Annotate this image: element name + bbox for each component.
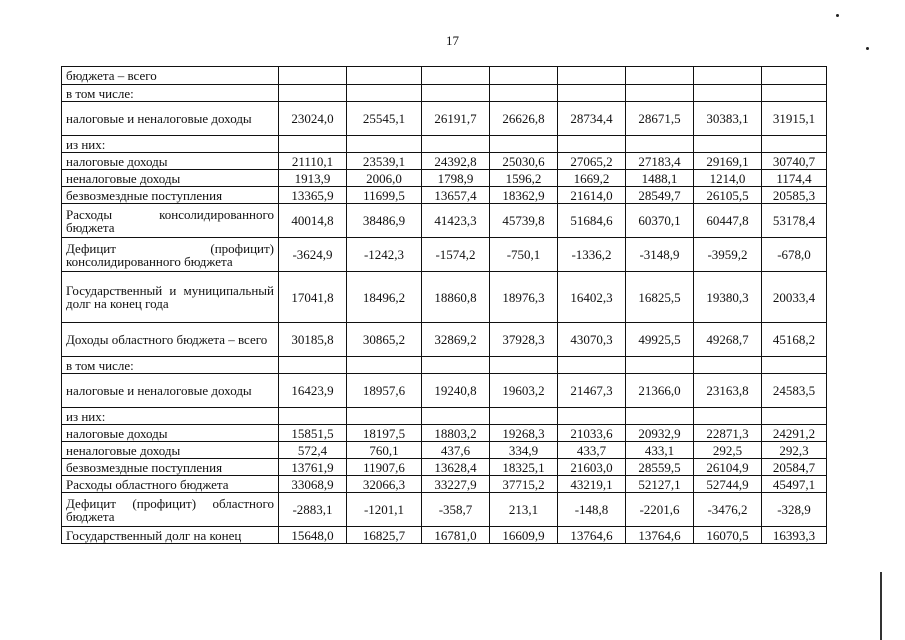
value-cell: 433,1	[626, 442, 694, 459]
value-cell: 16423,9	[279, 374, 347, 408]
row-label: Расходы консолидированного бюджета	[62, 204, 279, 238]
value-cell: 18362,9	[490, 187, 558, 204]
value-cell: 23539,1	[347, 153, 422, 170]
value-cell	[694, 408, 762, 425]
value-cell	[490, 136, 558, 153]
value-cell: 11907,6	[347, 459, 422, 476]
value-cell	[279, 136, 347, 153]
table-row	[62, 67, 827, 85]
value-cell	[558, 85, 626, 102]
value-cell	[490, 408, 558, 425]
value-cell: 20033,4	[762, 272, 827, 323]
value-cell: 16781,0	[422, 527, 490, 544]
value-cell	[347, 85, 422, 102]
row-label: Дефицит (профицит) областного бюджета	[62, 493, 279, 527]
value-cell: 13628,4	[422, 459, 490, 476]
value-cell: 20584,7	[762, 459, 827, 476]
value-cell	[558, 67, 626, 85]
row-label: Дефицит (профицит) консолидированного бюджета	[62, 238, 279, 272]
value-cell: 23163,8	[694, 374, 762, 408]
value-cell: 1798,9	[422, 170, 490, 187]
value-cell	[694, 357, 762, 374]
value-cell	[422, 357, 490, 374]
value-cell: 18957,6	[347, 374, 422, 408]
value-cell: 24583,5	[762, 374, 827, 408]
value-cell	[626, 85, 694, 102]
value-cell: -148,8	[558, 493, 626, 527]
value-cell: 30383,1	[694, 102, 762, 136]
value-cell: 292,3	[762, 442, 827, 459]
row-label: из них:	[62, 408, 279, 425]
budget-table-body	[62, 67, 827, 544]
value-cell: 18325,1	[490, 459, 558, 476]
row-label: Государственный долг на конец	[62, 527, 279, 544]
value-cell: 53178,4	[762, 204, 827, 238]
value-cell: 38486,9	[347, 204, 422, 238]
scan-speck	[866, 47, 869, 50]
value-cell	[279, 67, 347, 85]
value-cell	[626, 136, 694, 153]
value-cell: 25545,1	[347, 102, 422, 136]
value-cell: -678,0	[762, 238, 827, 272]
value-cell: 26626,8	[490, 102, 558, 136]
table-row	[62, 425, 827, 442]
table-row	[62, 204, 827, 238]
value-cell: 18976,3	[490, 272, 558, 323]
value-cell: 16393,3	[762, 527, 827, 544]
value-cell	[558, 136, 626, 153]
value-cell: -1336,2	[558, 238, 626, 272]
value-cell: 52744,9	[694, 476, 762, 493]
value-cell: -750,1	[490, 238, 558, 272]
budget-table	[61, 66, 827, 544]
value-cell: 21614,0	[558, 187, 626, 204]
value-cell: 30740,7	[762, 153, 827, 170]
value-cell	[694, 136, 762, 153]
value-cell: 1669,2	[558, 170, 626, 187]
value-cell: 37715,2	[490, 476, 558, 493]
value-cell: 23024,0	[279, 102, 347, 136]
value-cell: 2006,0	[347, 170, 422, 187]
value-cell: 30185,8	[279, 323, 347, 357]
value-cell: 40014,8	[279, 204, 347, 238]
value-cell: -3476,2	[694, 493, 762, 527]
value-cell: 437,6	[422, 442, 490, 459]
value-cell: 18496,2	[347, 272, 422, 323]
table-row	[62, 493, 827, 527]
value-cell: 760,1	[347, 442, 422, 459]
value-cell: 45497,1	[762, 476, 827, 493]
table-row	[62, 170, 827, 187]
value-cell: 45168,2	[762, 323, 827, 357]
value-cell: 45739,8	[490, 204, 558, 238]
value-cell	[694, 67, 762, 85]
value-cell: 28671,5	[626, 102, 694, 136]
value-cell	[626, 408, 694, 425]
value-cell: -3624,9	[279, 238, 347, 272]
value-cell: 25030,6	[490, 153, 558, 170]
value-cell: 33068,9	[279, 476, 347, 493]
value-cell: 15648,0	[279, 527, 347, 544]
value-cell: 572,4	[279, 442, 347, 459]
value-cell: 21603,0	[558, 459, 626, 476]
value-cell: 29169,1	[694, 153, 762, 170]
value-cell: 19240,8	[422, 374, 490, 408]
row-label: Расходы областного бюджета	[62, 476, 279, 493]
value-cell: 18860,8	[422, 272, 490, 323]
value-cell: 19268,3	[490, 425, 558, 442]
value-cell: 27183,4	[626, 153, 694, 170]
table-row	[62, 238, 827, 272]
value-cell	[279, 408, 347, 425]
value-cell: -328,9	[762, 493, 827, 527]
value-cell: 26191,7	[422, 102, 490, 136]
table-row	[62, 85, 827, 102]
value-cell: 1214,0	[694, 170, 762, 187]
value-cell: 26104,9	[694, 459, 762, 476]
value-cell: 22871,3	[694, 425, 762, 442]
value-cell: 49925,5	[626, 323, 694, 357]
value-cell: 1596,2	[490, 170, 558, 187]
value-cell: 20932,9	[626, 425, 694, 442]
value-cell: 24291,2	[762, 425, 827, 442]
value-cell: 49268,7	[694, 323, 762, 357]
value-cell: 17041,8	[279, 272, 347, 323]
value-cell: 33227,9	[422, 476, 490, 493]
value-cell: 1488,1	[626, 170, 694, 187]
row-label: из них:	[62, 136, 279, 153]
scan-speck	[836, 14, 839, 17]
value-cell	[694, 85, 762, 102]
value-cell: 41423,3	[422, 204, 490, 238]
value-cell: 30865,2	[347, 323, 422, 357]
row-label: бюджета – всего	[62, 67, 279, 85]
value-cell	[347, 136, 422, 153]
value-cell: 18197,5	[347, 425, 422, 442]
value-cell	[490, 85, 558, 102]
value-cell: 28734,4	[558, 102, 626, 136]
value-cell	[558, 408, 626, 425]
value-cell: 21467,3	[558, 374, 626, 408]
value-cell	[490, 357, 558, 374]
value-cell	[279, 85, 347, 102]
table-row	[62, 136, 827, 153]
table-row	[62, 476, 827, 493]
value-cell: 52127,1	[626, 476, 694, 493]
value-cell: 13657,4	[422, 187, 490, 204]
table-row	[62, 102, 827, 136]
value-cell: 26105,5	[694, 187, 762, 204]
value-cell: 16609,9	[490, 527, 558, 544]
value-cell	[626, 67, 694, 85]
value-cell: 21110,1	[279, 153, 347, 170]
value-cell: -1574,2	[422, 238, 490, 272]
row-label: налоговые доходы	[62, 425, 279, 442]
value-cell	[422, 67, 490, 85]
value-cell: -3959,2	[694, 238, 762, 272]
value-cell: 28559,5	[626, 459, 694, 476]
table-row	[62, 442, 827, 459]
value-cell	[347, 67, 422, 85]
table-row	[62, 323, 827, 357]
value-cell	[347, 408, 422, 425]
value-cell	[422, 85, 490, 102]
value-cell: 24392,8	[422, 153, 490, 170]
value-cell: -358,7	[422, 493, 490, 527]
value-cell: 13365,9	[279, 187, 347, 204]
value-cell: 21366,0	[626, 374, 694, 408]
value-cell: 16070,5	[694, 527, 762, 544]
value-cell: 1913,9	[279, 170, 347, 187]
value-cell	[762, 67, 827, 85]
value-cell: 32869,2	[422, 323, 490, 357]
row-label: безвозмездные поступления	[62, 459, 279, 476]
value-cell	[762, 136, 827, 153]
row-label: неналоговые доходы	[62, 170, 279, 187]
value-cell: 19380,3	[694, 272, 762, 323]
value-cell: 21033,6	[558, 425, 626, 442]
table-row	[62, 374, 827, 408]
value-cell	[762, 357, 827, 374]
value-cell	[279, 357, 347, 374]
table-row	[62, 153, 827, 170]
value-cell: 433,7	[558, 442, 626, 459]
table-row	[62, 408, 827, 425]
value-cell: 213,1	[490, 493, 558, 527]
row-label: налоговые и неналоговые доходы	[62, 102, 279, 136]
row-label: безвозмездные поступления	[62, 187, 279, 204]
value-cell: -2201,6	[626, 493, 694, 527]
page-number: 17	[446, 33, 459, 48]
scan-edge-line	[880, 572, 882, 640]
value-cell	[762, 408, 827, 425]
value-cell: 60370,1	[626, 204, 694, 238]
value-cell: 19603,2	[490, 374, 558, 408]
value-cell: -2883,1	[279, 493, 347, 527]
table-row	[62, 459, 827, 476]
value-cell: 13764,6	[558, 527, 626, 544]
value-cell: -1201,1	[347, 493, 422, 527]
value-cell: 28549,7	[626, 187, 694, 204]
table-row	[62, 527, 827, 544]
value-cell: -1242,3	[347, 238, 422, 272]
value-cell: 43219,1	[558, 476, 626, 493]
value-cell: 37928,3	[490, 323, 558, 357]
value-cell: 51684,6	[558, 204, 626, 238]
table-row	[62, 357, 827, 374]
value-cell: 292,5	[694, 442, 762, 459]
value-cell: 16402,3	[558, 272, 626, 323]
value-cell: 32066,3	[347, 476, 422, 493]
value-cell: 43070,3	[558, 323, 626, 357]
value-cell	[422, 408, 490, 425]
row-label: неналоговые доходы	[62, 442, 279, 459]
value-cell	[558, 357, 626, 374]
value-cell: 20585,3	[762, 187, 827, 204]
value-cell: 13764,6	[626, 527, 694, 544]
value-cell	[422, 136, 490, 153]
value-cell: 27065,2	[558, 153, 626, 170]
row-label: Государственный и муниципальный долг на конец года	[62, 272, 279, 323]
value-cell: 11699,5	[347, 187, 422, 204]
value-cell	[762, 85, 827, 102]
value-cell: 60447,8	[694, 204, 762, 238]
value-cell	[626, 357, 694, 374]
value-cell: 31915,1	[762, 102, 827, 136]
row-label: налоговые доходы	[62, 153, 279, 170]
value-cell: 16825,7	[347, 527, 422, 544]
value-cell: -3148,9	[626, 238, 694, 272]
value-cell: 334,9	[490, 442, 558, 459]
row-label: в том числе:	[62, 357, 279, 374]
row-label: налоговые и неналоговые доходы	[62, 374, 279, 408]
value-cell	[490, 67, 558, 85]
value-cell: 1174,4	[762, 170, 827, 187]
value-cell	[347, 357, 422, 374]
table-row	[62, 272, 827, 323]
row-label: Доходы областного бюджета – всего	[62, 323, 279, 357]
value-cell: 16825,5	[626, 272, 694, 323]
value-cell: 15851,5	[279, 425, 347, 442]
row-label: в том числе:	[62, 85, 279, 102]
value-cell: 13761,9	[279, 459, 347, 476]
value-cell: 18803,2	[422, 425, 490, 442]
table-row	[62, 187, 827, 204]
